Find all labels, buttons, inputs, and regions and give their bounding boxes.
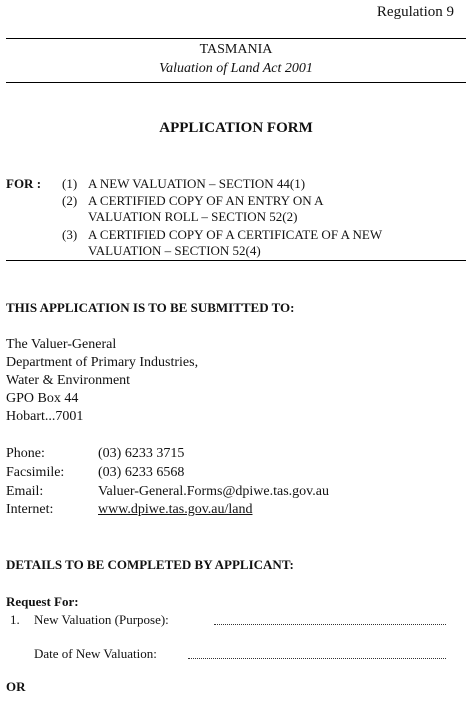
- fax-label: Facsimile:: [6, 465, 65, 480]
- option-3-text: A CERTIFIED COPY OF A CERTIFICATE OF A NEW VALUATION – SECTION 52(4): [88, 227, 382, 258]
- top-rule: [6, 38, 466, 39]
- item-1-number: 1.: [10, 612, 20, 627]
- for-section-rule: [6, 260, 466, 261]
- new-valuation-purpose-label: New Valuation (Purpose):: [34, 612, 169, 627]
- date-of-new-valuation-field[interactable]: [188, 648, 446, 659]
- regulation-number: Regulation 9: [376, 4, 454, 20]
- option-3-number: (3): [62, 227, 78, 242]
- option-2-number: (2): [62, 193, 78, 208]
- header-rule: [6, 82, 466, 83]
- email-label: Email:: [6, 484, 44, 499]
- or-label: OR: [6, 679, 26, 694]
- state-title: TASMANIA: [199, 42, 273, 57]
- form-title: APPLICATION FORM: [159, 120, 313, 136]
- option-2-text: A CERTIFIED COPY OF AN ENTRY ON A VALUATION ROLL – SECTION 52(2): [88, 193, 323, 224]
- option-1-number: (1): [62, 176, 78, 191]
- internet-label: Internet:: [6, 502, 54, 517]
- date-of-new-valuation-label: Date of New Valuation:: [34, 646, 157, 661]
- new-valuation-purpose-field[interactable]: [214, 614, 446, 625]
- submission-heading: THIS APPLICATION IS TO BE SUBMITTED TO:: [6, 300, 295, 315]
- for-label: FOR :: [6, 176, 42, 191]
- phone-value: (03) 6233 3715: [98, 446, 185, 461]
- address-line: The Valuer-General: [6, 337, 117, 352]
- address-line: Water & Environment: [6, 373, 131, 388]
- details-heading: DETAILS TO BE COMPLETED BY APPLICANT:: [6, 557, 294, 572]
- email-link[interactable]: Valuer-General.Forms@dpiwe.tas.gov.au: [98, 484, 329, 499]
- request-for-label: Request For:: [6, 594, 79, 609]
- option-1-text: A NEW VALUATION – SECTION 44(1): [88, 176, 306, 191]
- valuer-general-address: [6, 336, 198, 426]
- fax-value: (03) 6233 6568: [98, 465, 185, 480]
- website-link[interactable]: www.dpiwe.tas.gov.au/land: [98, 502, 253, 517]
- address-line: Hobart...7001: [6, 409, 84, 424]
- phone-label: Phone:: [6, 446, 45, 461]
- address-line: Department of Primary Industries,: [6, 355, 199, 370]
- address-line: GPO Box 44: [6, 391, 79, 406]
- act-title: Valuation of Land Act 2001: [159, 61, 313, 76]
